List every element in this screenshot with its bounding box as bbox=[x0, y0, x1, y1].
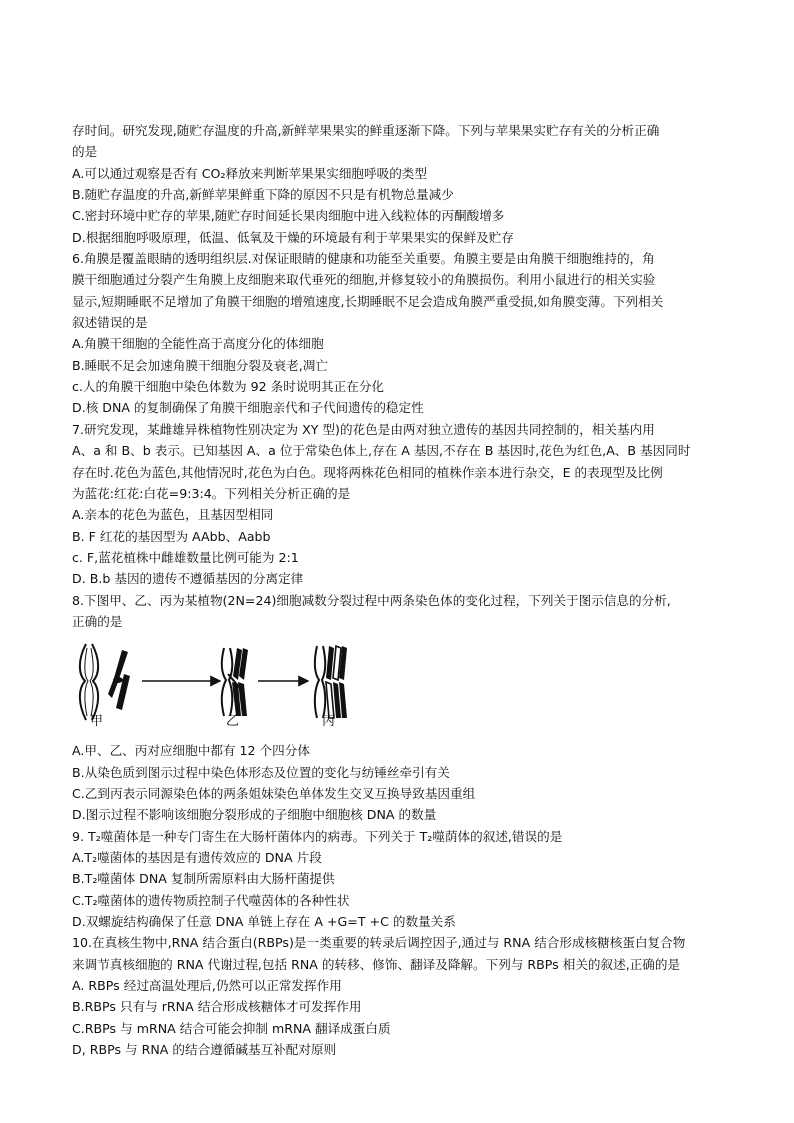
option-d: D. B.b 基因的遗传不遵循基因的分离定律 bbox=[72, 571, 304, 587]
option-a: A.T₂噬菌体的基因是有遗传效应的 DNA 片段 bbox=[72, 849, 322, 865]
text-line: 存时间。研究发现,随贮存温度的升高,新鲜苹果果实的鲜重逐渐下降。下列与苹果果实贮存有关的分析正确 bbox=[72, 123, 660, 138]
option-b: B.随贮存温度的升高,新鲜苹果鲜重下降的原因不只是有机物总量减少 bbox=[72, 187, 454, 203]
option-b: B.睡眠不足会加速角膜干细胞分裂及衰老,凋亡 bbox=[72, 357, 328, 373]
label-jia: 甲 bbox=[90, 714, 104, 730]
text-line: 膜干细胞通过分裂产生角膜上皮细胞来取代垂死的细胞,并修复较小的角膜损伤。利用小鼠进行的相关实验 bbox=[72, 272, 656, 288]
text-line: 的是 bbox=[72, 144, 98, 160]
option-a: A. RBPs 经过高温处理后,仍然可以正常发挥作用 bbox=[72, 978, 342, 994]
option-b: B. F 红花的基因型为 AAbb、Aabb bbox=[72, 528, 271, 544]
option-b: B.T₂噬菌体 DNA 复制所需原料由大肠杆菌提供 bbox=[72, 871, 335, 887]
text-line: 来调节真核细胞的 RNA 代谢过程,包括 RNA 的转移、修饰、翻译及降解。下列与 RBPs 相关的叙述,正确的是 bbox=[72, 956, 681, 972]
option-a: A.亲本的花色为蓝色，且基因型相同 bbox=[72, 507, 274, 523]
option-c: C.RBPs 与 mRNA 结合可能会抑制 mRNA 翻译成蛋白质 bbox=[72, 1020, 391, 1036]
option-d: D.图示过程不影响该细胞分裂形成的子细胞中细胞核 DNA 的数量 bbox=[72, 807, 437, 823]
option-c: c.人的角膜干细胞中染色体数为 92 条时说明其正在分化 bbox=[72, 379, 385, 395]
chromosome-figure bbox=[72, 634, 728, 736]
question-8-stem: 8.下图甲、乙、丙为某植物(2N=24)细胞减数分裂过程中两条染色体的变化过程，下列关于图示信息的分析, bbox=[72, 592, 671, 608]
document-page bbox=[72, 120, 728, 1060]
question-10-stem: 10.在真核生物中,RNA 结合蛋白(RBPs)是一类重要的转录后调控因子,通过与 RNA 结合形成核糖核蛋白复合物 bbox=[72, 935, 686, 951]
text-line: 正确的是 bbox=[72, 613, 123, 629]
question-6-stem: 6.角膜是覆盖眼睛的透明组织层.对保证眼睛的健康和功能至关重要。角膜主要是由角膜干细胞维持的，角 bbox=[72, 251, 655, 267]
question-7-stem: 7.研究发现，某雌雄异株植物性别决定为 XY 型)的花色是由两对独立遗传的基因共同控制的，相关基内用 bbox=[72, 421, 655, 437]
text-line: 显示,短期睡眠不足增加了角膜干细胞的增殖速度,长期睡眠不足会造成角膜严重受损,如角膜变薄。下列相关 bbox=[72, 293, 664, 309]
option-d: D, RBPs 与 RNA 的结合遵循碱基互补配对原则 bbox=[72, 1042, 337, 1058]
option-d: D.根据细胞呼吸原理，低温、低氧及干燥的环境最有利于苹果果实的保鲜及贮存 bbox=[72, 229, 514, 245]
text-line: 为蓝花:红花:白花=9:3:4。下列相关分析正确的是 bbox=[72, 485, 351, 501]
option-a: A.角膜干细胞的全能性高于高度分化的体细胞 bbox=[72, 336, 324, 352]
question-9-stem: 9. T₂噬菌体是一种专门寄生在大肠杆菌体内的病毒。下列关于 T₂噬荫体的叙述,错误的是 bbox=[72, 828, 563, 844]
stage-bing-chromosomes bbox=[315, 646, 347, 718]
option-d: D.双螺旋结构确保了任意 DNA 单链上存在 A +G=T +C 的数量关系 bbox=[72, 914, 456, 929]
option-b: B.RBPs 只有与 rRNA 结合形成核糖体才可发挥作用 bbox=[72, 999, 362, 1015]
label-bing: 丙 bbox=[322, 714, 336, 730]
text-line: 叙述错误的是 bbox=[72, 315, 148, 331]
option-c: c. F,蓝花植株中雌雄数量比例可能为 2:1 bbox=[72, 549, 299, 565]
option-c: C.密封环境中贮存的苹果,随贮存时间延长果肉细胞中进入线粒体的丙酮酸增多 bbox=[72, 208, 505, 224]
stage-jia-chromosomes bbox=[80, 644, 130, 720]
option-a: A.甲、乙、丙对应细胞中都有 12 个四分体 bbox=[72, 743, 310, 759]
option-b: B.从染色质到图示过程中染色体形态及位置的变化与纺锤丝牵引有关 bbox=[72, 764, 450, 780]
text-line: 存在时.花色为蓝色,其他情况时,花色为白色。现将两株花色相同的植株作亲本进行杂交，E 的表现型及比例 bbox=[72, 464, 663, 480]
option-d: D.核 DNA 的复制确保了角膜干细胞亲代和子代间遗传的稳定性 bbox=[72, 400, 424, 416]
option-c: C.乙到丙表示同源染色体的两条姐妹染色单体发生交叉互换导致基因重组 bbox=[72, 785, 476, 801]
text-line: A、a 和 B、b 表示。已知基因 A、a 位于常染色体上,存在 A 基因,不存在 B 基因时,花色为红色,A、B 基因同时 bbox=[72, 443, 691, 459]
option-a: A.可以通过观察是否有 CO₂释放来判断苹果果实细胞呼吸的类型 bbox=[72, 165, 427, 181]
stage-yi-chromosomes bbox=[222, 648, 248, 716]
option-c: C.T₂噬菌体的遗传物质控制子代噬茵体的各种性状 bbox=[72, 892, 350, 908]
label-yi: 乙 bbox=[226, 714, 240, 730]
